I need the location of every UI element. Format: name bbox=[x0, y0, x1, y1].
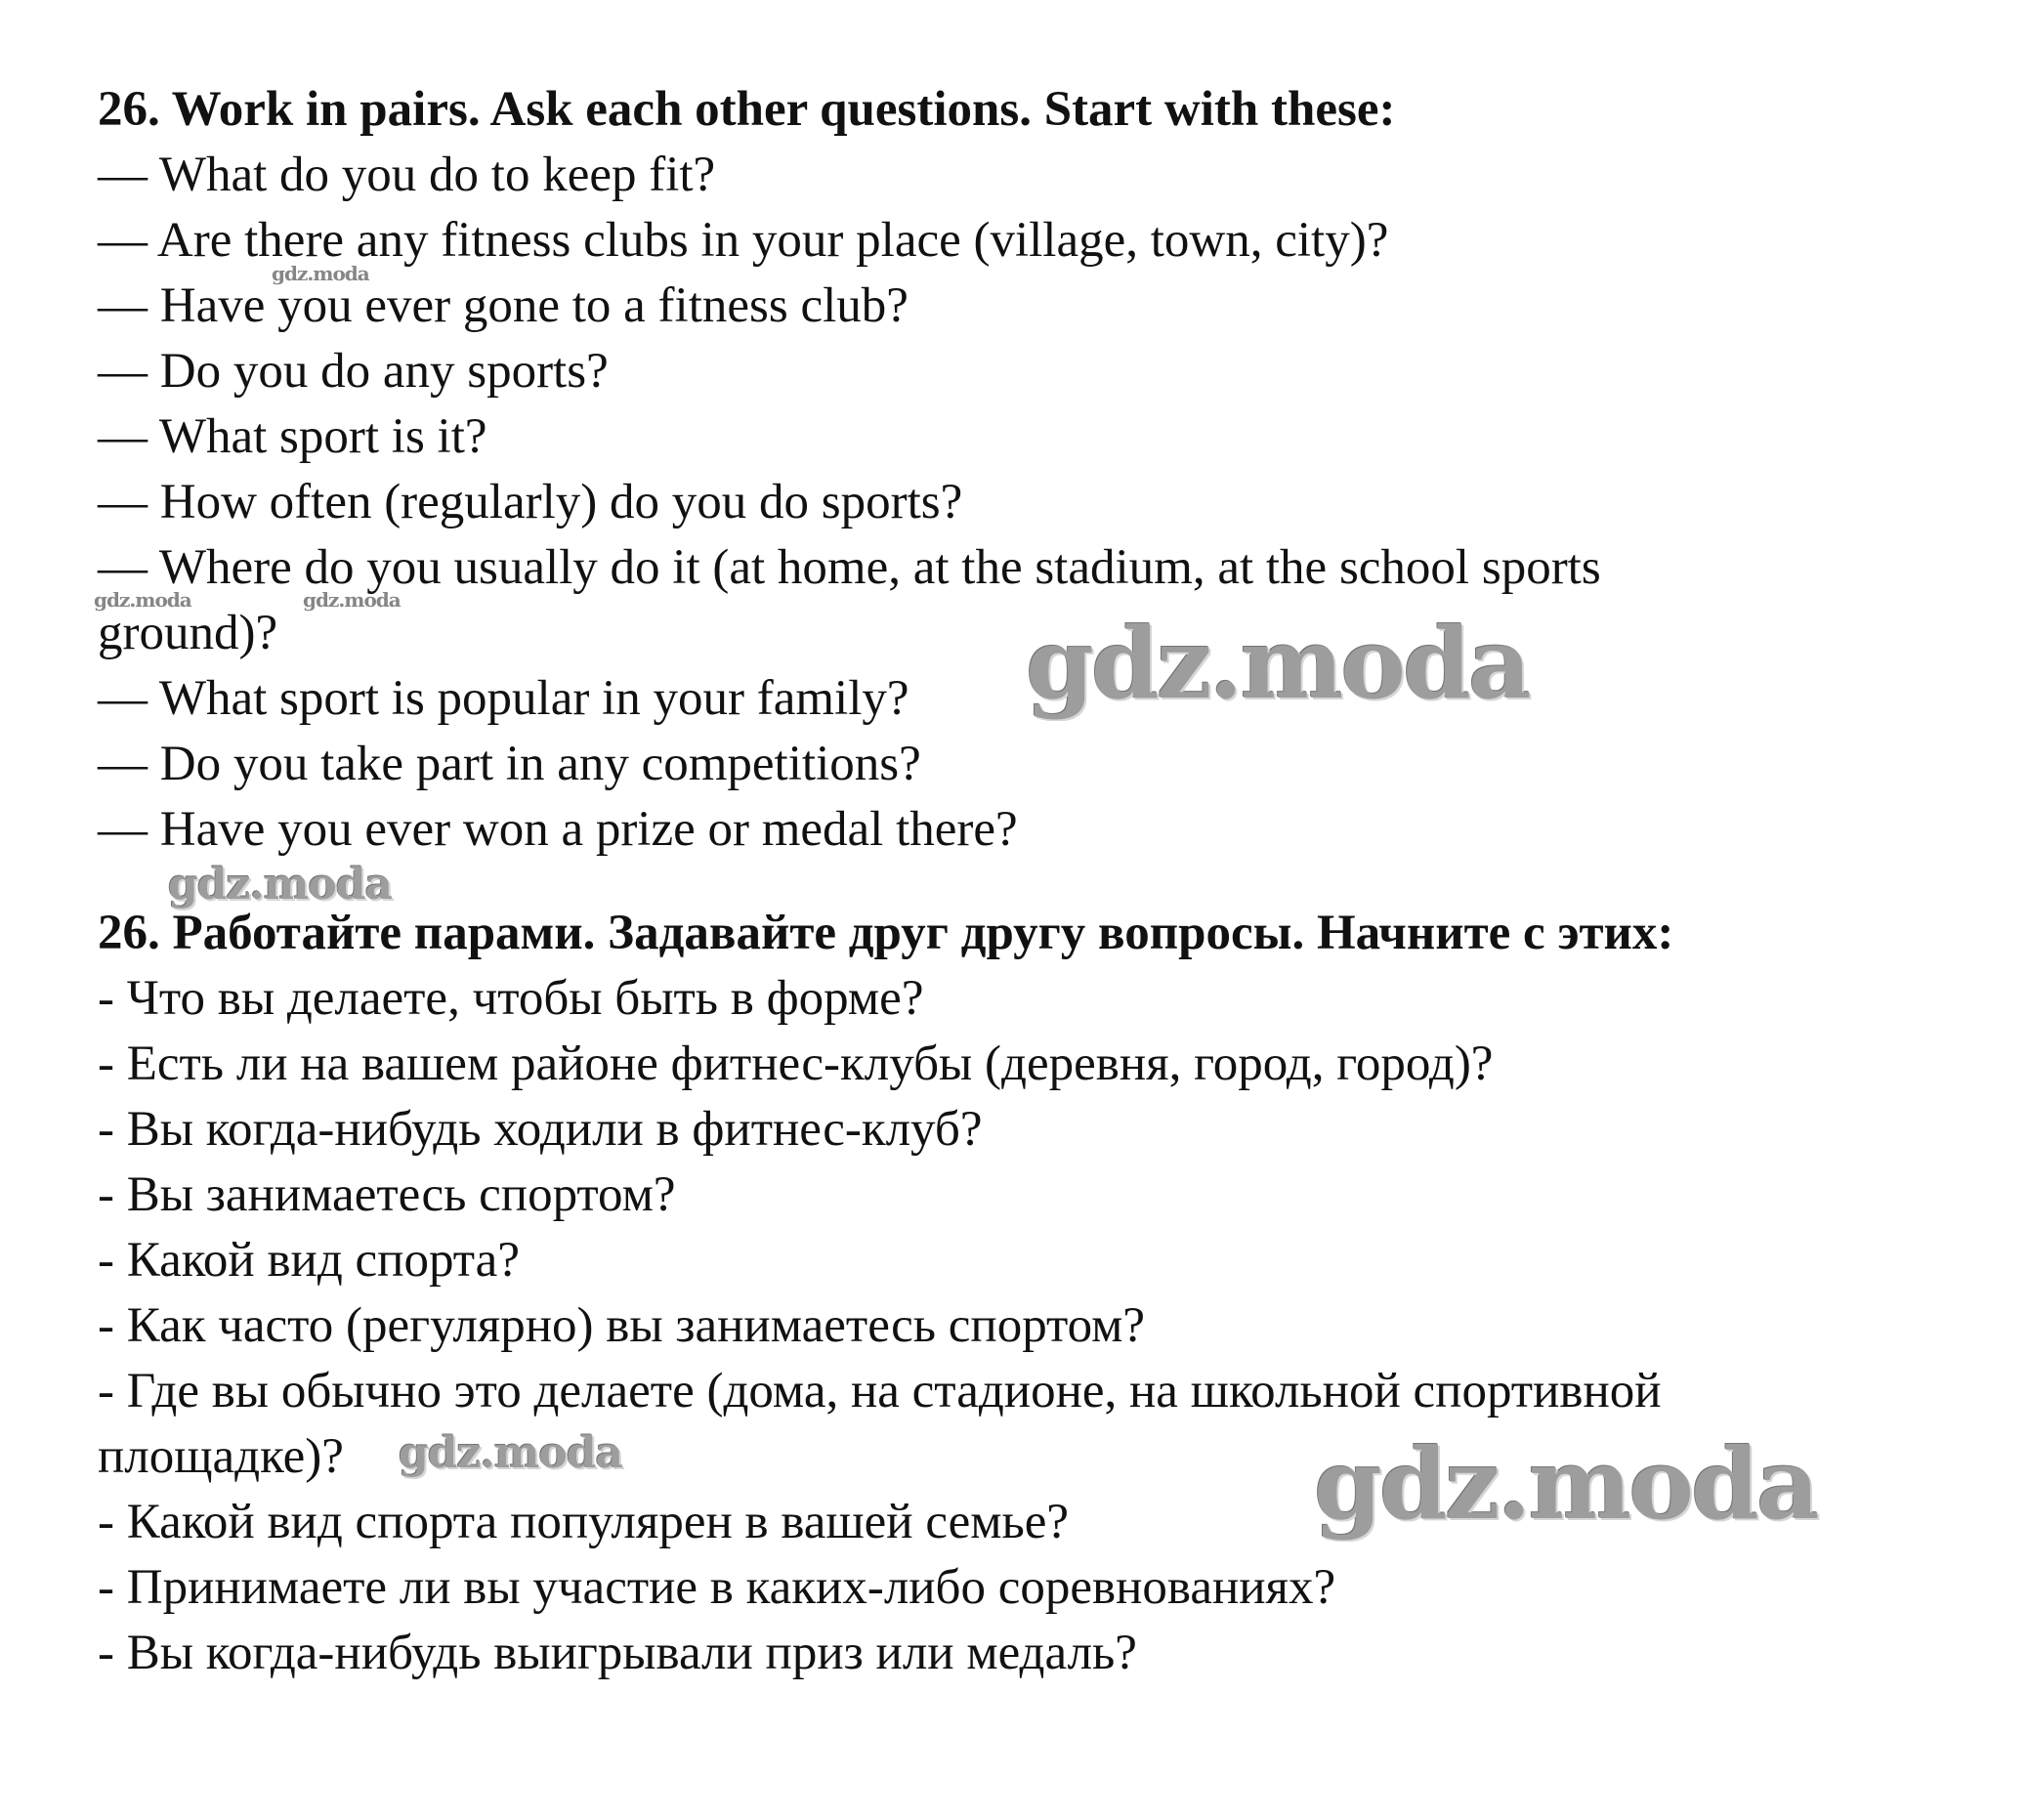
watermark: gdz.moda bbox=[303, 588, 401, 612]
question-line-ru: - Какой вид спорта популярен в вашей семье? bbox=[98, 1495, 1070, 1549]
question-line: — What sport is popular in your family? bbox=[98, 671, 909, 726]
question-line-ru: - Что вы делаете, чтобы быть в форме? bbox=[98, 971, 924, 1026]
question-line-ru: - Какой вид спорта? bbox=[98, 1233, 520, 1288]
exercise-heading-en: 26. Work in pairs. Ask each other questions. Start with these: bbox=[98, 82, 1396, 137]
question-line: — What do you do to keep fit? bbox=[98, 148, 716, 202]
question-line-ru: - Вы когда-нибудь ходили в фитнес-клуб? bbox=[98, 1102, 983, 1157]
question-line: — Are there any fitness clubs in your place (village, town, city)? bbox=[98, 213, 1389, 268]
question-line-continuation: ground)? bbox=[98, 606, 278, 660]
question-line-ru: - Вы когда-нибудь выигрывали приз или медаль? bbox=[98, 1626, 1137, 1680]
watermark: gdz.moda bbox=[399, 1428, 623, 1478]
question-line: — Do you take part in any competitions? bbox=[98, 737, 921, 791]
question-line: — Where do you usually do it (at home, at the stadium, at the school sports bbox=[98, 540, 1601, 595]
question-line-ru: - Есть ли на вашем районе фитнес-клубы (деревня, город, город)? bbox=[98, 1037, 1494, 1091]
question-line: — What sport is it? bbox=[98, 409, 487, 464]
watermark: gdz.moda bbox=[1314, 1426, 1817, 1542]
question-line: — Do you do any sports? bbox=[98, 344, 609, 399]
question-line: — How often (regularly) do you do sports? bbox=[98, 475, 963, 529]
watermark: gdz.moda bbox=[168, 860, 393, 910]
question-line-ru: - Где вы обычно это делаете (дома, на стадионе, на школьной спортивной bbox=[98, 1364, 1662, 1418]
question-line: — Have you ever won a prize or medal there? bbox=[98, 802, 1018, 857]
watermark: gdz.moda bbox=[1026, 606, 1529, 721]
question-line-ru-continuation: площадке)? bbox=[98, 1429, 344, 1484]
watermark: gdz.moda bbox=[94, 588, 191, 612]
question-line: — Have you ever gone to a fitness club? bbox=[98, 278, 909, 333]
exercise-heading-ru: 26. Работайте парами. Задавайте друг другу вопросы. Начните с этих: bbox=[98, 906, 1674, 960]
question-line-ru: - Принимаете ли вы участие в каких-либо соревнованиях? bbox=[98, 1560, 1336, 1615]
question-line-ru: - Как часто (регулярно) вы занимаетесь спортом? bbox=[98, 1298, 1146, 1353]
watermark: gdz.moda bbox=[272, 262, 369, 285]
question-line-ru: - Вы занимаетесь спортом? bbox=[98, 1167, 676, 1222]
